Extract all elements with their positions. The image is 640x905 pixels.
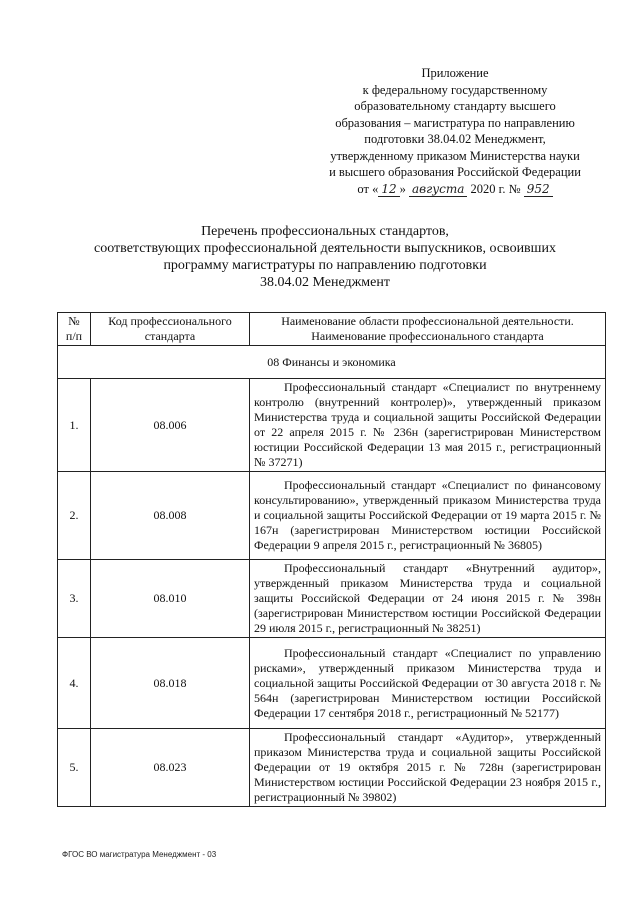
row-text: Профессиональный стандарт «Аудитор», утвержденный приказом Министерства труда и социальной защиты Российской Федерации от 19 октября 2015 г. № 728н (зарегистрирован Министерством юстиции Российской Федерации 23 ноября 2015 г., регистрационный № 39802) xyxy=(254,730,601,804)
table-row xyxy=(58,379,606,472)
date-mid: » xyxy=(399,181,406,196)
appendix-line: образования – магистратура по направлению xyxy=(335,115,575,130)
title-line: соответствующих профессиональной деятельности выпускников, освоивших xyxy=(94,241,556,256)
document-title xyxy=(60,223,590,291)
year-text: 2020 г. № xyxy=(470,181,521,196)
appendix-line: Приложение xyxy=(421,66,489,80)
row-number: 5. xyxy=(58,729,91,807)
appendix-line: к федеральному государственному xyxy=(362,82,548,97)
section-title: 08 Финансы и экономика xyxy=(58,346,606,379)
standards-table xyxy=(57,312,606,807)
page-footer: ФГОС ВО магистратура Менеджмент - 03 xyxy=(62,850,217,859)
table-row xyxy=(58,638,606,729)
table-row xyxy=(58,729,606,807)
appendix-line: утвержденному приказом Министерства науки xyxy=(330,148,580,163)
date-prefix: от « xyxy=(357,181,379,196)
row-code: 08.008 xyxy=(91,472,250,560)
title-line: Перечень профессиональных стандартов, xyxy=(201,224,449,239)
row-number: 4. xyxy=(58,638,91,729)
order-date-line xyxy=(300,181,610,198)
row-code: 08.010 xyxy=(91,560,250,638)
row-description xyxy=(250,560,606,638)
row-text: Профессиональный стандарт «Специалист по финансовому консультированию», утвержденный приказом Министерства труда и социальной защиты Российской Федерации от 19 марта 2015 г. № 167н (зарегистрирован Министерством юстиции Российской Федерации 9 апреля 2015 г., регистрационный № 36805) xyxy=(254,478,601,552)
title-line: программу магистратуры по направлению подготовки xyxy=(163,258,487,273)
section-row xyxy=(58,346,606,379)
handwritten-day: 12 xyxy=(378,182,399,197)
appendix-line: и высшего образования Российской Федерации xyxy=(329,165,581,179)
row-description xyxy=(250,638,606,729)
table-header-row xyxy=(58,313,606,346)
row-description xyxy=(250,379,606,472)
appendix-line: образовательному стандарту высшего xyxy=(354,99,556,113)
row-code: 08.006 xyxy=(91,379,250,472)
row-text: Профессиональный стандарт «Внутренний аудитор», утвержденный приказом Министерства труда и социальной защиты Российской Федерации от 24 июня 2015 г. № 398н (зарегистрирован Министерством юстиции Российской Федерации 29 июля 2015 г., регистрационный № 38251) xyxy=(254,561,601,635)
row-number: 3. xyxy=(58,560,91,638)
appendix-line: подготовки 38.04.02 Менеджмент, xyxy=(364,132,546,146)
header-name: Наименование области профессиональной деятельности. Наименование профессионального стандарта xyxy=(250,313,606,346)
appendix-block xyxy=(300,65,610,197)
row-code: 08.023 xyxy=(91,729,250,807)
row-description xyxy=(250,472,606,560)
title-line: 38.04.02 Менеджмент xyxy=(260,275,390,290)
row-number: 2. xyxy=(58,472,91,560)
row-text: Профессиональный стандарт «Специалист по внутреннему контролю (внутренний контролер)», утвержденный приказом Министерства труда и социальной защиты Российской Федерации от 22 апреля 2015 г. № 236н (зарегистрирован Министерством юстиции Российской Федерации 13 мая 2015 г., регистрационный № 37271) xyxy=(254,380,601,469)
header-number: № п/п xyxy=(58,313,91,346)
handwritten-month: августа xyxy=(409,182,467,197)
handwritten-order-number: 952 xyxy=(524,182,553,197)
table-row xyxy=(58,560,606,638)
row-description xyxy=(250,729,606,807)
row-number: 1. xyxy=(58,379,91,472)
table-row xyxy=(58,472,606,560)
row-code: 08.018 xyxy=(91,638,250,729)
row-text: Профессиональный стандарт «Специалист по управлению рисками», утвержденный приказом Министерства труда и социальной защиты Российской Федерации от 30 августа 2018 г. № 564н (зарегистрирован Министерством юстиции Российской Федерации 17 сентября 2018 г., регистрационный № 52177) xyxy=(254,645,601,720)
header-code: Код профессионального стандарта xyxy=(91,313,250,346)
